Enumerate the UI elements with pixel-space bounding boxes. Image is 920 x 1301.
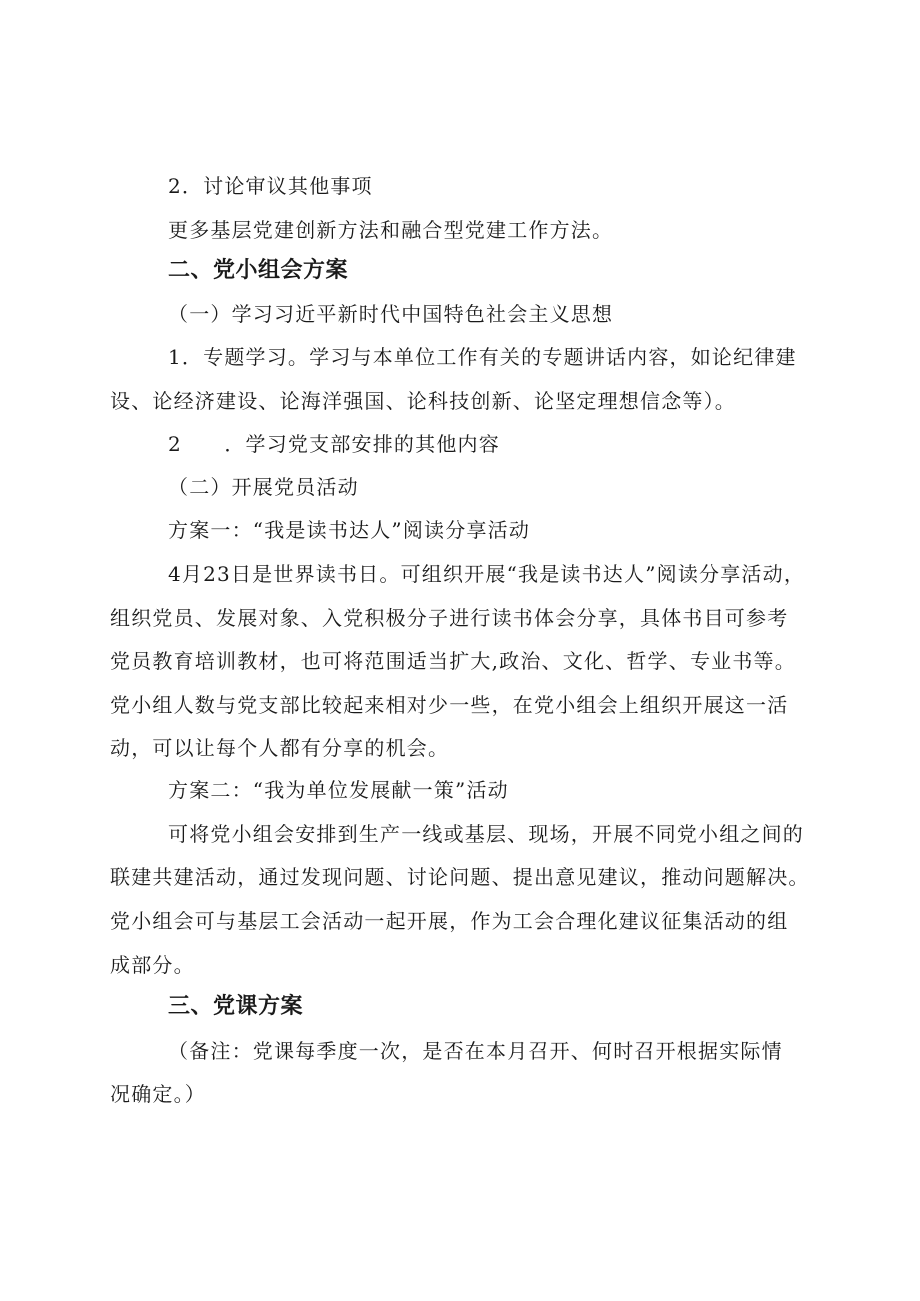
list-item: 2 ．学习党支部安排的其他内容 <box>168 432 500 456</box>
paragraph-line: 成部分。 <box>110 953 195 977</box>
note-line: 况确定。） <box>110 1082 206 1106</box>
subsection-heading-1: （一）学习习近平新时代中国特色社会主义思想 <box>168 302 614 326</box>
paragraph-line: 4月23日是世界读书日。可组织开展“我是读书达人”阅读分享活动， <box>168 562 806 586</box>
paragraph-line: 1．专题学习。学习与本单位工作有关的专题讲话内容，如论纪律建 <box>168 345 797 369</box>
paragraph-line: 联建共建活动，通过发现问题、讨论问题、提出意见建议，推动问题解决。 <box>110 865 810 889</box>
section-heading-2: 二、党小组会方案 <box>168 258 349 283</box>
plan-title-1: 方案一：“我是读书达人”阅读分享活动 <box>168 518 531 542</box>
paragraph-line: 可将党小组会安排到生产一线或基层、现场，开展不同党小组之间的 <box>168 822 804 846</box>
agenda-item-2: 2．讨论审议其他事项 <box>168 174 373 198</box>
note-line: （备注：党课每季度一次，是否在本月召开、何时召开根据实际情 <box>168 1039 783 1063</box>
paragraph-line: 组织党员、发展对象、入党积极分子进行读书体会分享，具体书目可参考 <box>110 606 789 630</box>
subsection-heading-2: （二）开展党员活动 <box>168 475 359 499</box>
paragraph-line: 党员教育培训教材，也可将范围适当扩大,政治、文化、哲学、专业书等。 <box>110 649 796 673</box>
paragraph-line: 党小组会可与基层工会活动一起开展，作为工会合理化建议征集活动的组 <box>110 909 789 933</box>
paragraph-line: 党小组人数与党支部比较起来相对少一些，在党小组会上组织开展这一活 <box>110 693 789 717</box>
paragraph-line: 动，可以让每个人都有分享的机会。 <box>110 736 450 760</box>
section-heading-3: 三、党课方案 <box>168 994 304 1019</box>
paragraph-line: 设、论经济建设、论海洋强国、论科技创新、论坚定理想信念等）。 <box>110 389 736 413</box>
plan-title-2: 方案二：“我为单位发展献一策”活动 <box>168 778 509 802</box>
paragraph-line: 更多基层党建创新方法和融合型党建工作方法。 <box>168 218 614 242</box>
